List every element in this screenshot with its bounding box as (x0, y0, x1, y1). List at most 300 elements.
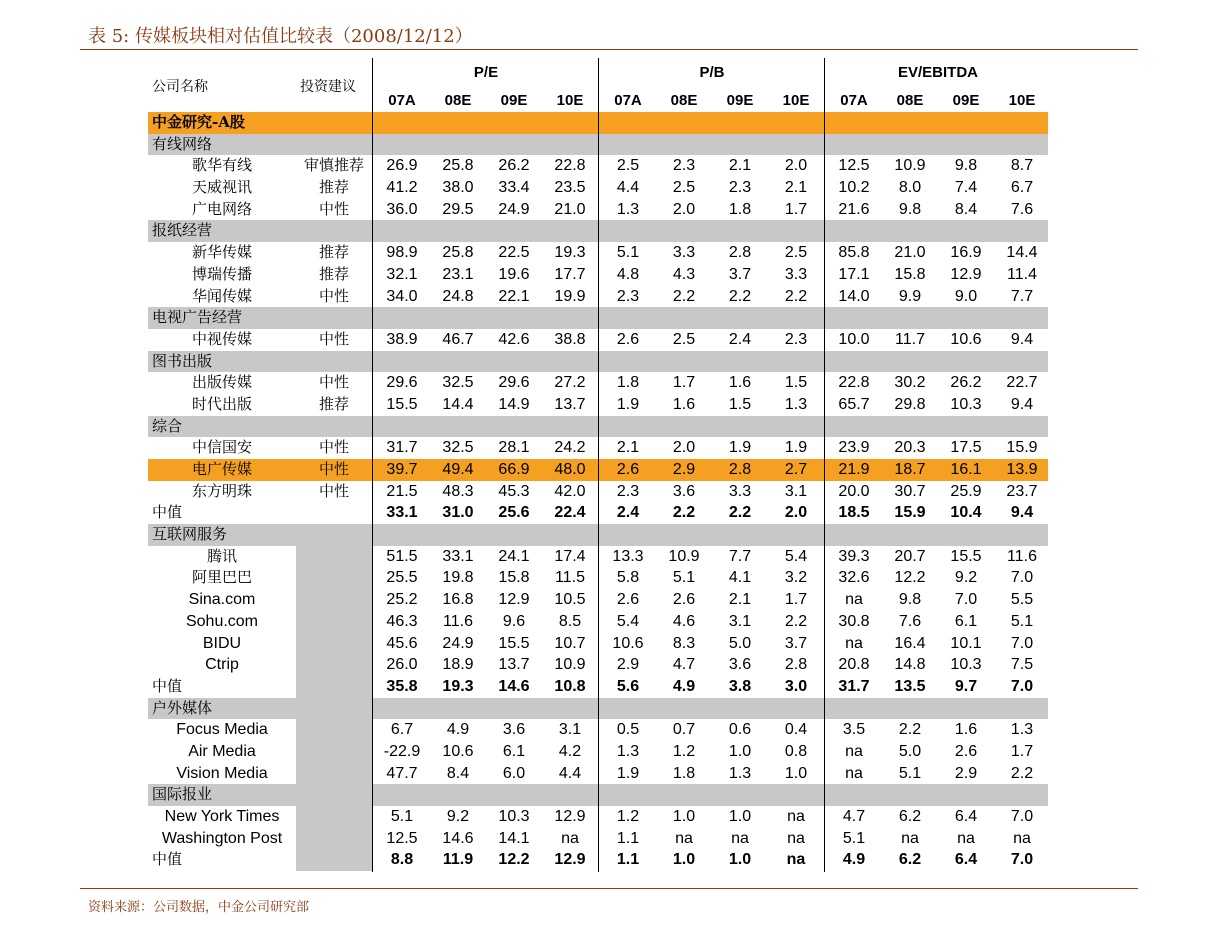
value-cell: 7.0 (954, 591, 978, 609)
value-cell: 14.4 (442, 395, 474, 413)
value-cell: 38.9 (386, 330, 418, 348)
recommendation (296, 849, 372, 871)
value-cell: na (845, 634, 863, 652)
recommendation: 中性 (318, 286, 349, 305)
year-header: 10E (556, 92, 584, 109)
value-cell: 21.0 (894, 244, 926, 262)
value-cell: 0.6 (728, 721, 752, 739)
value-cell: 48.0 (554, 461, 586, 478)
value-cell: 2.3 (784, 330, 808, 348)
value-cell: 3.1 (558, 721, 582, 739)
value-cell: 8.8 (390, 851, 414, 869)
value-cell: 19.6 (498, 265, 530, 283)
company-name: 阿里巴巴 (191, 568, 252, 587)
value-cell: 2.2 (784, 612, 808, 630)
value-cell: 1.9 (616, 395, 640, 413)
value-cell: 21.5 (386, 482, 418, 500)
value-cell: 39.3 (838, 547, 870, 565)
value-cell: 17.7 (554, 265, 586, 283)
value-cell: 11.6 (1007, 547, 1037, 565)
value-cell: 23.1 (442, 265, 474, 283)
company-name: Washington Post (161, 829, 283, 847)
value-cell: 21.0 (554, 200, 586, 218)
value-cell: na (957, 829, 975, 847)
value-cell: 1.9 (728, 439, 752, 457)
table-title: 表 5: 传媒板块相对估值比较表（2008/12/12） (88, 26, 473, 47)
value-cell: 20.3 (894, 439, 926, 457)
value-cell: 25.5 (386, 569, 418, 587)
value-cell: 19.8 (442, 569, 474, 587)
value-cell: 2.7 (784, 461, 808, 478)
value-cell: 18.7 (894, 461, 926, 478)
value-cell: 85.8 (838, 244, 870, 262)
value-cell: 65.7 (838, 395, 870, 413)
value-cell: 1.0 (728, 808, 752, 825)
value-cell: 1.1 (616, 851, 640, 869)
value-cell: 1.8 (672, 764, 696, 782)
year-header: 09E (500, 92, 528, 109)
value-cell: 1.2 (616, 808, 640, 825)
value-cell: 1.3 (728, 764, 752, 782)
year-header: 08E (670, 92, 698, 109)
value-cell: 2.1 (728, 157, 752, 175)
company-column-header: 公司名称 (152, 79, 208, 95)
pb-group-header: P/B (699, 64, 725, 81)
value-cell: 2.0 (672, 200, 696, 218)
value-cell: 29.6 (386, 374, 418, 392)
value-cell: 2.6 (616, 330, 640, 348)
column-divider (824, 58, 825, 872)
value-cell: na (731, 829, 749, 847)
value-cell: 3.6 (672, 482, 696, 500)
value-cell: 24.9 (442, 634, 474, 652)
value-cell: 5.5 (1010, 591, 1034, 609)
year-header: 08E (896, 92, 924, 109)
value-cell: 19.3 (554, 244, 586, 262)
median-label: 中值 (152, 850, 183, 869)
year-header: 09E (726, 92, 754, 109)
value-cell: 5.6 (616, 677, 640, 695)
value-cell: 1.9 (784, 439, 808, 457)
value-cell: 5.8 (616, 569, 640, 587)
value-cell: 45.3 (498, 482, 530, 500)
section-label: 综合 (152, 416, 183, 435)
value-cell: 0.7 (672, 721, 696, 739)
value-cell: 6.1 (502, 742, 526, 760)
value-cell: 2.8 (728, 244, 752, 262)
section-label: 国际报业 (152, 785, 213, 804)
recommendation: 推荐 (318, 394, 349, 413)
value-cell: 6.2 (898, 851, 922, 869)
value-cell: 9.6 (502, 612, 526, 630)
value-cell: 7.5 (1010, 656, 1034, 674)
title-rule (80, 49, 1138, 50)
value-cell: 1.0 (784, 764, 808, 782)
value-cell: na (561, 829, 579, 847)
company-name: 时代出版 (191, 394, 252, 413)
value-cell: 1.0 (672, 808, 696, 825)
recommendation (296, 546, 372, 568)
year-header: 10E (1008, 92, 1036, 109)
value-cell: 12.9 (554, 851, 586, 869)
value-cell: 7.6 (898, 612, 922, 630)
value-cell: 1.0 (672, 851, 696, 869)
value-cell: 14.1 (498, 829, 530, 847)
year-header: 09E (952, 92, 980, 109)
value-cell: 5.0 (898, 742, 922, 760)
section-label: 有线网络 (152, 134, 213, 153)
value-cell: 42.6 (498, 330, 530, 348)
value-cell: 41.2 (386, 179, 418, 197)
company-name: 新华传媒 (191, 243, 252, 262)
section-label: 图书出版 (152, 351, 213, 370)
year-header: 08E (444, 92, 472, 109)
value-cell: 4.4 (616, 179, 640, 197)
value-cell: 98.9 (386, 244, 418, 262)
recommendation (296, 719, 372, 741)
value-cell: 6.4 (954, 851, 978, 869)
value-cell: 25.8 (442, 157, 474, 175)
recommendation (296, 676, 372, 698)
value-cell: 47.7 (386, 764, 418, 782)
value-cell: 10.7 (554, 634, 586, 652)
section-label: 电视广告经营 (152, 308, 243, 327)
value-cell: 8.7 (1010, 157, 1034, 175)
company-name: 电广传媒 (191, 460, 252, 478)
value-cell: 18.5 (838, 504, 870, 522)
recommendation (296, 611, 372, 633)
value-cell: 30.8 (838, 612, 870, 630)
company-name: 广电网络 (191, 199, 252, 218)
value-cell: 45.6 (386, 634, 418, 652)
value-cell: na (845, 591, 863, 609)
value-cell: 31.7 (386, 439, 418, 457)
value-cell: 2.3 (672, 157, 696, 175)
recommendation-column-header: 投资建议 (300, 79, 356, 95)
value-cell: 22.8 (838, 374, 870, 392)
value-cell: 2.6 (672, 591, 696, 609)
value-cell: 15.5 (386, 395, 418, 413)
value-cell: 11.4 (1007, 265, 1037, 283)
value-cell: 1.3 (616, 200, 640, 218)
value-cell: 10.2 (838, 179, 870, 197)
value-cell: 1.6 (954, 721, 978, 739)
value-cell: 2.3 (728, 179, 752, 197)
value-cell: 2.6 (616, 461, 640, 478)
value-cell: 2.6 (616, 591, 640, 609)
value-cell: 1.6 (672, 395, 696, 413)
recommendation (296, 828, 372, 850)
value-cell: 2.5 (784, 244, 808, 262)
value-cell: 3.3 (728, 482, 752, 500)
value-cell: 13.7 (498, 656, 530, 674)
value-cell: 2.5 (616, 157, 640, 175)
company-name: 天威视讯 (191, 178, 252, 197)
value-cell: 2.3 (616, 482, 640, 500)
value-cell: 32.5 (442, 374, 474, 392)
recommendation (296, 763, 372, 785)
value-cell: 10.6 (950, 330, 982, 348)
value-cell: 5.1 (390, 808, 414, 825)
value-cell: na (1013, 829, 1031, 847)
value-cell: 26.0 (386, 656, 418, 674)
value-cell: 2.6 (954, 742, 978, 760)
value-cell: 4.3 (672, 265, 696, 283)
value-cell: 19.3 (442, 677, 474, 695)
value-cell: 9.4 (1010, 330, 1034, 348)
year-header: 07A (388, 92, 416, 109)
median-label: 中值 (152, 503, 183, 522)
company-name: Focus Media (176, 721, 268, 739)
value-cell: 5.1 (842, 829, 866, 847)
value-cell: 46.3 (386, 612, 418, 630)
value-cell: 11.7 (895, 330, 925, 348)
recommendation: 推荐 (318, 178, 349, 197)
company-name: 中视传媒 (191, 329, 252, 348)
value-cell: na (786, 851, 806, 869)
company-name: Sina.com (188, 591, 256, 609)
value-cell: 25.8 (442, 244, 474, 262)
value-cell: 10.8 (554, 677, 586, 695)
value-cell: 4.7 (672, 656, 696, 674)
value-cell: 4.9 (842, 851, 866, 869)
value-cell: 20.0 (838, 482, 870, 500)
value-cell: 17.4 (554, 547, 586, 565)
value-cell: 30.7 (894, 482, 926, 500)
value-cell: 1.5 (728, 395, 752, 413)
value-cell: 1.3 (784, 395, 808, 413)
value-cell: 7.7 (1010, 287, 1034, 305)
value-cell: 29.6 (498, 374, 530, 392)
value-cell: 10.4 (950, 504, 982, 522)
value-cell: 2.4 (616, 504, 640, 522)
value-cell: 2.5 (672, 179, 696, 197)
value-cell: 1.9 (616, 764, 640, 782)
value-cell: 7.0 (1010, 851, 1034, 869)
value-cell: 5.1 (898, 764, 922, 782)
value-cell: 16.8 (442, 591, 474, 609)
value-cell: 8.4 (446, 764, 470, 782)
value-cell: 14.6 (442, 829, 474, 847)
value-cell: 33.1 (442, 547, 474, 565)
value-cell: 6.1 (954, 612, 978, 630)
recommendation (296, 741, 372, 763)
value-cell: 11.9 (442, 851, 474, 869)
value-cell: 1.3 (616, 742, 640, 760)
value-cell: 10.0 (838, 330, 870, 348)
value-cell: 15.8 (894, 265, 926, 283)
value-cell: 31.7 (838, 677, 870, 695)
value-cell: 42.0 (554, 482, 586, 500)
value-cell: 15.5 (950, 547, 982, 565)
recommendation (296, 567, 372, 589)
value-cell: 24.9 (498, 200, 530, 218)
value-cell: 14.4 (1006, 244, 1038, 262)
recommendation: 审慎推荐 (303, 156, 364, 175)
value-cell: 26.2 (950, 374, 982, 392)
value-cell: 21.6 (838, 200, 870, 218)
value-cell: 9.9 (898, 287, 922, 305)
value-cell: 12.2 (894, 569, 926, 587)
value-cell: 51.5 (386, 547, 418, 565)
median-label: 中值 (152, 676, 183, 695)
year-header: 10E (782, 92, 810, 109)
company-name: 腾讯 (206, 546, 237, 565)
value-cell: 10.3 (950, 656, 982, 674)
value-cell: 2.5 (672, 330, 696, 348)
value-cell: 2.2 (728, 504, 752, 522)
value-cell: 9.8 (954, 157, 978, 175)
column-divider (372, 58, 373, 872)
value-cell: na (901, 829, 919, 847)
recommendation (296, 806, 372, 828)
value-cell: 2.1 (616, 439, 640, 457)
value-cell: 1.0 (728, 851, 752, 869)
section-label: 户外媒体 (152, 698, 213, 717)
section-label: 中金研究-A股 (152, 113, 245, 131)
value-cell: 5.1 (616, 244, 640, 262)
value-cell: 24.2 (554, 439, 586, 457)
value-cell: 33.4 (498, 179, 530, 197)
value-cell: 14.8 (894, 656, 926, 674)
value-cell: 2.2 (672, 504, 696, 522)
value-cell: 8.3 (672, 634, 696, 652)
value-cell: 7.0 (1010, 634, 1034, 652)
value-cell: 1.8 (616, 374, 640, 392)
recommendation: 中性 (318, 199, 349, 218)
value-cell: 23.5 (554, 179, 586, 197)
company-name: BIDU (202, 634, 242, 652)
value-cell: 9.7 (954, 677, 978, 695)
value-cell: 1.7 (784, 591, 808, 609)
value-cell: 1.7 (672, 374, 696, 392)
value-cell: 1.2 (672, 742, 696, 760)
value-cell: 10.9 (894, 157, 926, 175)
value-cell: 4.2 (558, 742, 582, 760)
value-cell: 4.9 (672, 677, 696, 695)
value-cell: 1.8 (728, 200, 752, 218)
value-cell: 29.8 (894, 395, 926, 413)
value-cell: na (845, 742, 863, 760)
value-cell: na (787, 808, 805, 825)
value-cell: 3.3 (672, 244, 696, 262)
value-cell: 39.7 (386, 461, 418, 478)
column-divider (598, 58, 599, 872)
value-cell: 3.6 (728, 656, 752, 674)
value-cell: 9.4 (1010, 504, 1034, 522)
value-cell: 3.6 (502, 721, 526, 739)
value-cell: 10.1 (950, 634, 982, 652)
value-cell: 8.0 (898, 179, 922, 197)
value-cell: 32.5 (442, 439, 474, 457)
value-cell: 4.7 (842, 808, 866, 825)
value-cell: 5.4 (616, 612, 640, 630)
company-name: Air Media (188, 742, 256, 760)
value-cell: 8.5 (558, 612, 582, 630)
company-name: 中信国安 (191, 438, 252, 457)
value-cell: 11.6 (443, 612, 473, 630)
value-cell: 3.1 (784, 482, 808, 500)
value-cell: 17.5 (950, 439, 982, 457)
section-label: 报纸经营 (152, 221, 213, 240)
value-cell: 2.0 (784, 157, 808, 175)
value-cell: 1.7 (1010, 742, 1034, 760)
value-cell: 16.1 (950, 461, 982, 478)
value-cell: 7.6 (1010, 200, 1034, 218)
value-cell: 22.4 (554, 504, 586, 522)
value-cell: 35.8 (386, 677, 418, 695)
recommendation: 中性 (318, 438, 349, 457)
value-cell: 2.1 (728, 591, 752, 609)
recommendation: 中性 (318, 373, 349, 392)
year-header: 07A (614, 92, 642, 109)
value-cell: na (787, 829, 805, 847)
company-name: Sohu.com (185, 612, 259, 630)
value-cell: 9.8 (898, 591, 922, 609)
value-cell: 2.9 (616, 656, 640, 674)
recommendation (296, 502, 372, 524)
year-header: 07A (840, 92, 868, 109)
value-cell: 32.6 (838, 569, 870, 587)
value-cell: 9.4 (1010, 395, 1034, 413)
value-cell: 21.9 (838, 461, 870, 478)
value-cell: -22.9 (383, 742, 421, 760)
value-cell: 2.8 (728, 461, 752, 478)
value-cell: 2.0 (672, 439, 696, 457)
value-cell: 1.7 (784, 200, 808, 218)
value-cell: 66.9 (498, 461, 530, 478)
value-cell: 7.7 (728, 547, 752, 565)
evebitda-group-header: EV/EBITDA (897, 64, 978, 81)
value-cell: 13.5 (894, 677, 926, 695)
value-cell: 7.4 (954, 179, 978, 197)
value-cell: 4.6 (672, 612, 696, 630)
value-cell: 6.4 (954, 808, 978, 825)
value-cell: 10.9 (554, 656, 586, 674)
value-cell: 38.8 (554, 330, 586, 348)
value-cell: 30.2 (894, 374, 926, 392)
value-cell: 22.8 (554, 157, 586, 175)
recommendation (296, 589, 372, 611)
value-cell: 22.1 (498, 287, 530, 305)
value-cell: 14.9 (498, 395, 530, 413)
value-cell: 7.0 (1010, 677, 1034, 695)
value-cell: 22.7 (1006, 374, 1038, 392)
value-cell: 2.8 (784, 656, 808, 674)
value-cell: 12.9 (498, 591, 530, 609)
value-cell: 3.1 (728, 612, 752, 630)
value-cell: 5.1 (1010, 612, 1034, 630)
value-cell: 12.9 (554, 808, 586, 825)
value-cell: 14.0 (838, 287, 870, 305)
value-cell: 25.9 (950, 482, 982, 500)
value-cell: 12.9 (950, 265, 982, 283)
value-cell: 2.2 (898, 721, 922, 739)
value-cell: 7.0 (1010, 569, 1034, 587)
value-cell: 2.4 (728, 330, 752, 348)
value-cell: 36.0 (386, 200, 418, 218)
value-cell: 2.9 (672, 461, 696, 478)
value-cell: 12.2 (498, 851, 530, 869)
value-cell: 3.0 (784, 677, 808, 695)
value-cell: 15.8 (498, 569, 530, 587)
value-cell: 3.7 (784, 634, 808, 652)
recommendation: 中性 (318, 460, 349, 478)
value-cell: 0.4 (784, 721, 808, 739)
value-cell: 1.3 (1010, 721, 1034, 739)
value-cell: 10.6 (612, 634, 644, 652)
value-cell: 9.8 (898, 200, 922, 218)
